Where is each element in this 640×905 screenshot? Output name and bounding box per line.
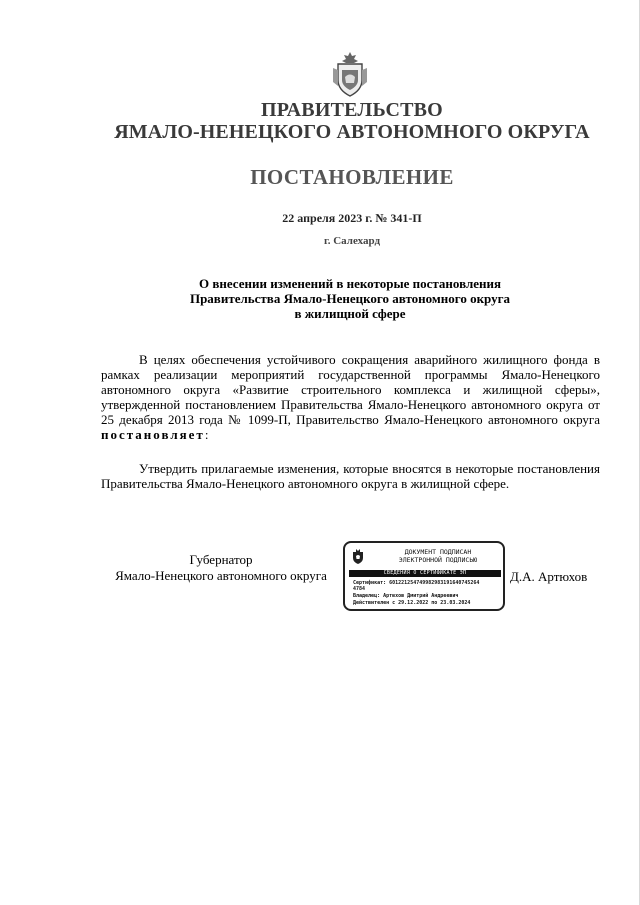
stamp-certificate-bar: СВЕДЕНИЯ О СЕРТИФИКАТЕ ЭП bbox=[349, 570, 501, 577]
government-title: ПРАВИТЕЛЬСТВО bbox=[261, 99, 443, 121]
city: г. Салехард bbox=[323, 235, 381, 247]
paragraph-1-text: В целях обеспечения устойчивого сокращения аварийного жилищного фонда в рамках реализации мероприятий государственной программы Ямало-Ненецкого автономного округа «Развитие строительного комплекса и жилищной сферы», утвержденной постановлением Правительства Ямало-Ненецкого автономного округа от 25 декабря 2013 года № 1099-П, Правительство Ямало-Ненецкого автономного округа bbox=[101, 352, 600, 427]
date-number: 22 апреля 2023 г. № 341-П bbox=[282, 211, 422, 225]
region-title: ЯМАЛО-НЕНЕЦКОГО АВТОНОМНОГО ОКРУГА bbox=[114, 121, 590, 143]
paragraph-1-end: : bbox=[204, 427, 209, 442]
stamp-validity: Действителен с 29.12.2022 по 23.03.2024 bbox=[353, 600, 471, 606]
stamp-owner: Владелец: Артюхов Дмитрий Андреевич bbox=[353, 593, 459, 599]
document-type: ПОСТАНОВЛЕНИЕ bbox=[250, 165, 454, 189]
coat-of-arms-emblem bbox=[330, 50, 370, 98]
stamp-certificate-continued: 4784 bbox=[353, 586, 366, 592]
title-line-2: Правительства Ямало-Ненецкого автономного округа bbox=[189, 291, 511, 306]
signer-position-line-2: Ямало-Ненецкого автономного округа bbox=[115, 568, 327, 583]
paragraph-2: Утвердить прилагаемые изменения, которые вносятся в некоторые постановления Правительства Ямало-Ненецкого автономного округа в жилищной сфере. bbox=[101, 461, 600, 491]
stamp-header bbox=[373, 548, 503, 564]
title-line-3: в жилищной сфере bbox=[294, 306, 406, 321]
electronic-signature-stamp bbox=[343, 541, 505, 611]
signer-position bbox=[101, 552, 341, 584]
signer-name: Д.А. Артюхов bbox=[510, 569, 588, 584]
document-title bbox=[30, 276, 640, 321]
stamp-certificate: Сертификат: 601221254749982983191640745264 bbox=[353, 580, 480, 586]
stamp-emblem-icon bbox=[351, 548, 365, 565]
title-line-1: О внесении изменений в некоторые постановления bbox=[198, 276, 502, 291]
resolves-keyword: постановляет bbox=[101, 427, 205, 442]
stamp-header-line-2: ЭЛЕКТРОННОЙ ПОДПИСЬЮ bbox=[398, 556, 478, 564]
stamp-header-line-1: ДОКУМЕНТ ПОДПИСАН bbox=[404, 548, 472, 556]
paragraph-1 bbox=[101, 352, 600, 442]
signer-position-line-1: Губернатор bbox=[189, 552, 253, 567]
